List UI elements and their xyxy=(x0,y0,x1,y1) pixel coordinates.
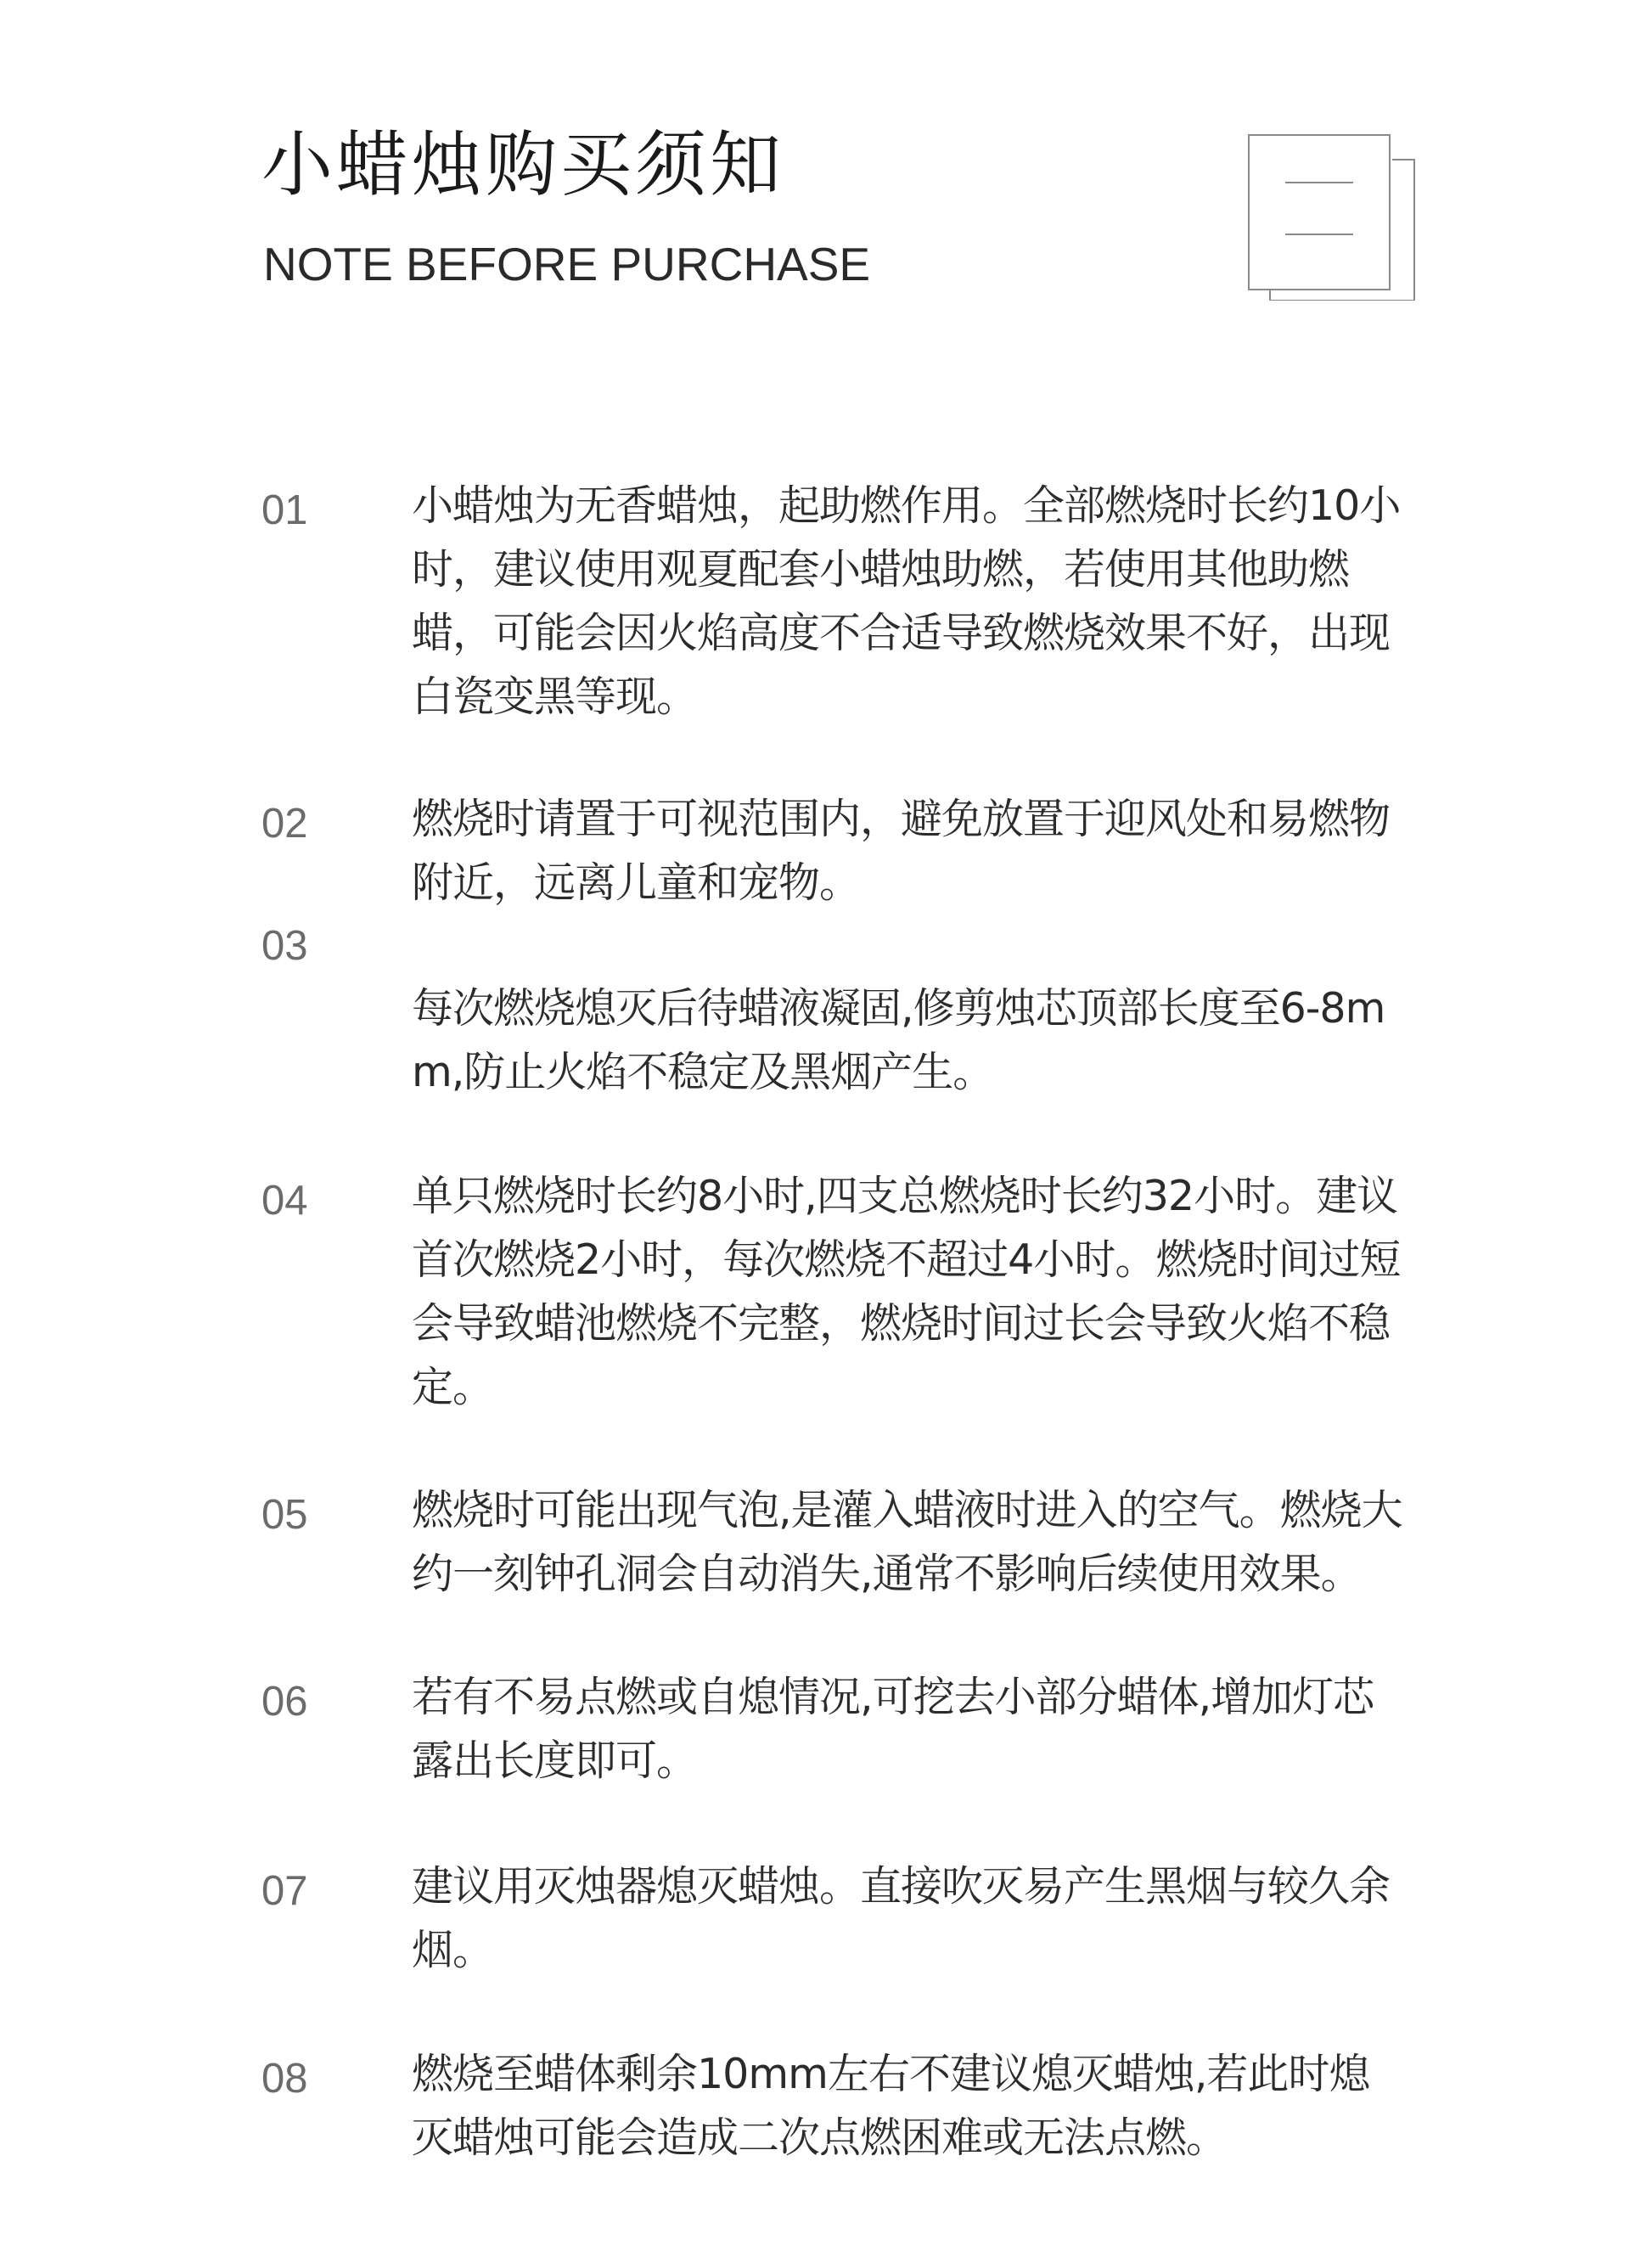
note-text: 单只燃烧时长约8小时,四支总燃烧时长约32小时。建议首次燃烧2小时，每次燃烧不超过4小时。燃烧时间过短会导致蜡池燃烧不完整，燃烧时间过长会导致火焰不稳定。 xyxy=(412,1172,1401,1411)
note-number: 08 xyxy=(261,2056,308,2102)
note-text: 小蜡烛为无香蜡烛，起助燃作用。全部燃烧时长约10小时，建议使用观夏配套小蜡烛助燃，若使用其他助燃蜡，可能会因火焰高度不合适导致燃烧效果不好，出现白瓷变黑等现。 xyxy=(412,481,1401,721)
note-number: 06 xyxy=(261,1679,308,1725)
note-number: 03 xyxy=(261,923,308,969)
note-number: 04 xyxy=(261,1178,308,1224)
note-text: 每次燃烧熄灭后待蜡液凝固,修剪烛芯顶部长度至6-8mm,防止火焰不稳定及黑烟产生。 xyxy=(412,984,1385,1096)
note-text: 燃烧时请置于可视范围内，避免放置于迎风处和易燃物附近，远离儿童和宠物。 xyxy=(412,795,1391,907)
note-text: 燃烧时可能出现气泡,是灌入蜡液时进入的空气。燃烧大约一刻钟孔洞会自动消失,通常不影响后续使用效果。 xyxy=(412,1486,1402,1598)
note-text: 燃烧至蜡体剩余10mm左右不建议熄灭蜡烛,若此时熄灭蜡烛可能会造成二次点燃困难或无法点燃。 xyxy=(412,2050,1370,2162)
note-number: 02 xyxy=(261,801,308,847)
page-title: 小蜡烛购买须知 xyxy=(261,123,785,206)
note-number: 07 xyxy=(261,1868,308,1914)
note-number: 01 xyxy=(261,487,308,533)
page-subtitle: NOTE BEFORE PURCHASE xyxy=(263,238,871,290)
note-number: 05 xyxy=(261,1492,308,1538)
note-text: 建议用灭烛器熄灭蜡烛。直接吹灭易产生黑烟与较久余烟。 xyxy=(412,1862,1391,1974)
note-text: 若有不易点燃或自熄情况,可挖去小部分蜡体,增加灯芯露出长度即可。 xyxy=(412,1673,1374,1785)
